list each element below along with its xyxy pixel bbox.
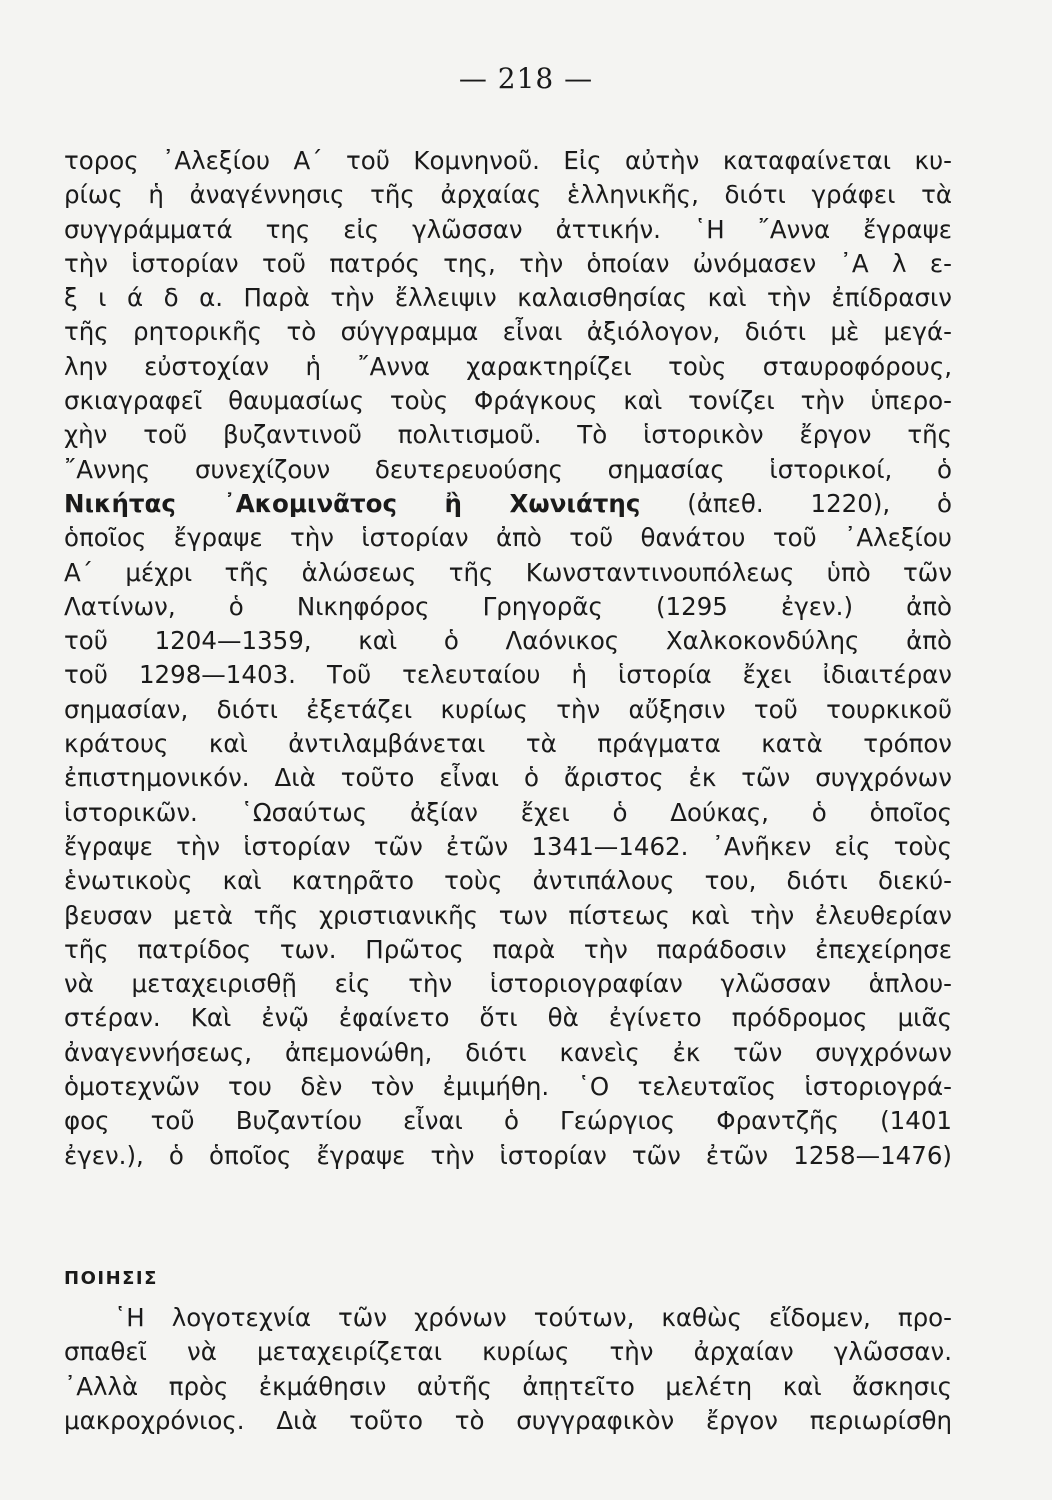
text-line: ᾿Αλλὰ πρὸς ἐκμάθησιν αὐτῆς ἀπῃτεῖτο μελέτη καὶ ἄσκησις — [64, 1371, 952, 1401]
text-line: λην εὐστοχίαν ἡ ῎Αννα χαρακτηρίζει τοὺς σταυροφόρους, — [64, 351, 952, 381]
poetry-text — [64, 1301, 952, 1438]
text-line: χὴν τοῦ βυζαντινοῦ πολιτισμοῦ. Τὸ ἱστορικὸν ἔργον τῆς — [64, 420, 952, 450]
text-line: ἐγεν.), ὁ ὁποῖος ἔγραψε τὴν ἱστορίαν τῶν ἐτῶν 1258—1476) — [64, 1140, 952, 1170]
text-line-with-bold: Νικήτας ᾿Ακομινᾶτος ἢ Χωνιάτης (ἀπεθ. 1220), ὁ — [64, 488, 952, 518]
bold-name: Νικήτας ᾿Ακομινᾶτος ἢ Χωνιάτης — [64, 488, 641, 518]
text-line: σημασίαν, διότι ἐξετάζει κυρίως τὴν αὔξησιν τοῦ τουρκικοῦ — [64, 694, 952, 724]
text-line: Α΄ μέχρι τῆς ἁλώσεως τῆς Κωνσταντινουπόλεως ὑπὸ τῶν — [64, 557, 952, 587]
text-line: συγγράμματά της εἰς γλῶσσαν ἀττικήν. ῾Η ῎Αννα ἔγραψε — [64, 214, 952, 244]
text-line: τοῦ 1298—1403. Τοῦ τελευταίου ἡ ἱστορία ἔχει ἰδιαιτέραν — [64, 660, 952, 690]
text-line: σπαθεῖ νὰ μεταχειρίζεται κυρίως τὴν ἀρχαίαν γλῶσσαν. — [64, 1337, 952, 1367]
text-line: ῎Αννης συνεχίζουν δευτερευούσης σημασίας ἱστορικοί, ὁ — [64, 454, 952, 484]
text-line: ὁμοτεχνῶν του δὲν τὸν ἐμιμήθη. ῾Ο τελευταῖος ἱστοριογρά- — [64, 1072, 952, 1102]
text-line: κράτους καὶ ἀντιλαμβάνεται τὰ πράγματα κατὰ τρόπον — [64, 729, 952, 759]
text-line-with-bold: τοῦ 1204—1359, καὶ ὁ Λαόνικος Χαλκοκονδύλης ἀπὸ — [64, 626, 952, 656]
text-line: σκιαγραφεῖ θαυμασίως τοὺς Φράγκους καὶ τονίζει τὴν ὑπερο- — [64, 386, 952, 416]
text-line: τὴν ἱστορίαν τοῦ πατρός της, τὴν ὁποίαν ὠνόμασεν ᾿Α λ ε- — [64, 248, 952, 278]
text-line: νὰ μεταχειρισθῇ εἰς τὴν ἱστοριογραφίαν γλῶσσαν ἁπλου- — [64, 969, 952, 999]
text-line: τῆς ρητορικῆς τὸ σύγγραμμα εἶναι ἀξιόλογον, διότι μὲ μεγά- — [64, 317, 952, 347]
main-text — [64, 144, 952, 1173]
text-line: τῆς πατρίδος των. Πρῶτος παρὰ τὴν παράδοσιν ἐπεχείρησε — [64, 934, 952, 964]
page-number: — 218 — — [458, 62, 594, 95]
text-line-with-bold: φος τοῦ Βυζαντίου εἶναι ὁ Γεώργιος Φραντζῆς (1401 — [64, 1106, 952, 1136]
text-line-with-bold: Λατίνων, ὁ Νικηφόρος Γρηγορᾶς (1295 ἐγεν.) ἀπὸ — [64, 591, 952, 621]
text-line: βευσαν μετὰ τῆς χριστιανικῆς των πίστεως καὶ τὴν ἐλευθερίαν — [64, 900, 952, 930]
text-line: ἔγραψε τὴν ἱστορίαν τῶν ἐτῶν 1341—1462. ᾿Ανῆκεν εἰς τοὺς — [64, 831, 952, 861]
text-line: ἑνωτικοὺς καὶ κατηρᾶτο τοὺς ἀντιπάλους του, διότι διεκύ- — [64, 866, 952, 896]
text-line: ξ ι ά δ α. Παρὰ τὴν ἔλλειψιν καλαισθησίας καὶ τὴν ἐπίδρασιν — [64, 283, 952, 313]
text-line: ῾Η λογοτεχνία τῶν χρόνων τούτων, καθὼς εἴδομεν, προ- — [114, 1303, 952, 1332]
text-line: τορος ᾿Αλεξίου Α΄ τοῦ Κομνηνοῦ. Εἰς αὐτὴν καταφαίνεται κυ- — [64, 146, 952, 175]
text-line: ρίως ἡ ἀναγέννησις τῆς ἀρχαίας ἑλληνικῆς, διότι γράφει τὰ — [64, 180, 952, 210]
text-line: ὁποῖος ἔγραψε τὴν ἱστορίαν ἀπὸ τοῦ θανάτου τοῦ ᾿Αλεξίου — [64, 523, 952, 553]
text-line-with-bold: ἱστορικῶν. ῾Ωσαύτως ἀξίαν ἔχει ὁ Δούκας, ὁ ὁποῖος — [64, 797, 952, 827]
text-line: ἐπιστημονικόν. Διὰ τοῦτο εἶναι ὁ ἄριστος ἐκ τῶν συγχρόνων — [64, 763, 952, 793]
text-line: ἀναγεννήσεως, ἀπεμονώθη, διότι κανεὶς ἐκ τῶν συγχρόνων — [64, 1037, 952, 1067]
text-line: μακροχρόνιος. Διὰ τοῦτο τὸ συγγραφικὸν ἔργον περιωρίσθη — [64, 1405, 952, 1435]
section-heading: ΠΟΙΗΣΙΣ — [64, 1268, 158, 1289]
text-line: στέραν. Καὶ ἐνῷ ἐφαίνετο ὅτι θὰ ἐγίνετο πρόδρομος μιᾶς — [64, 1003, 952, 1033]
